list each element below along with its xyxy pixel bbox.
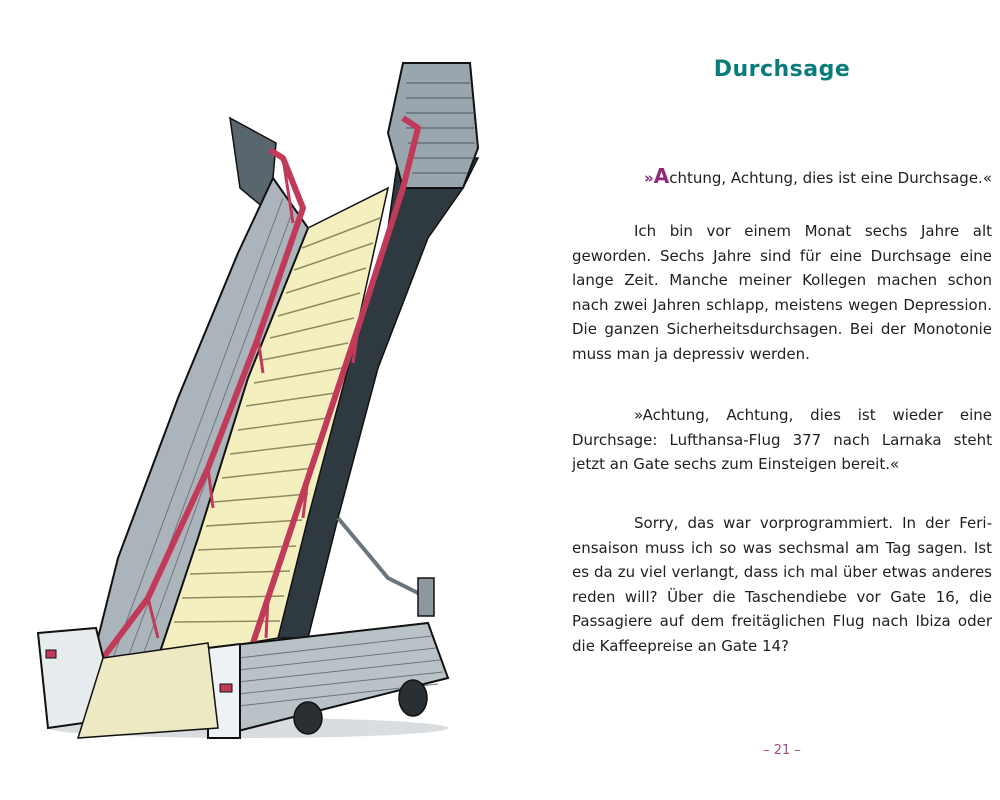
paragraph-announcement bbox=[572, 164, 992, 191]
top-platform bbox=[388, 63, 478, 188]
opening-guillemet: » bbox=[644, 169, 654, 187]
chassis-left-light bbox=[46, 650, 56, 658]
initial-letter: A bbox=[653, 164, 670, 188]
rear-wheel bbox=[399, 680, 427, 716]
chassis-front-light bbox=[220, 684, 232, 692]
front-wheel bbox=[294, 702, 322, 734]
paragraph-flight-announcement: »Achtung, Achtung, dies ist wieder eine Durchsage: Lufthansa-Flug 377 nach Larnaka steht jetzt an Gate sechs zum Einsteigen bereit.« bbox=[572, 406, 992, 473]
text-column bbox=[572, 0, 992, 800]
support-strut bbox=[338, 518, 428, 598]
chapter-title: Durchsage bbox=[713, 57, 851, 82]
paragraph-age: Ich bin vor einem Monat sechs Jahre alt geworden. Sechs Jahre sind für eine Durchsage eine lange Zeit. Manche meiner Kollegen machen schon nach zwei Jahren schlapp, meistens wegen Depression. Die ganzen Sicherheitsdurchsagen. Bei der Monotonie muss man ja depressiv werden. bbox=[572, 222, 992, 363]
paragraph-announcement-text: chtung, Achtung, dies ist eine Durchsage.« bbox=[669, 169, 992, 187]
airport-stairs-drawing bbox=[8, 38, 496, 750]
paragraph-holiday-season: Sorry, das war vorprogrammiert. In der Feriensaison muss ich so was sechsmal am Tag sagen. Ist es da zu viel verlangt, dass ich mal über etwas anderes reden will? Über die Taschendiebe vor Gate 16, die Passagiere auf dem freitäglichen Flug nach Ibiza oder die Kaffeepreise an Gate 14? bbox=[572, 514, 992, 655]
airport-stairs-illustration bbox=[8, 38, 496, 750]
side-lamp bbox=[418, 578, 434, 616]
page-number: – 21 – bbox=[763, 743, 801, 758]
